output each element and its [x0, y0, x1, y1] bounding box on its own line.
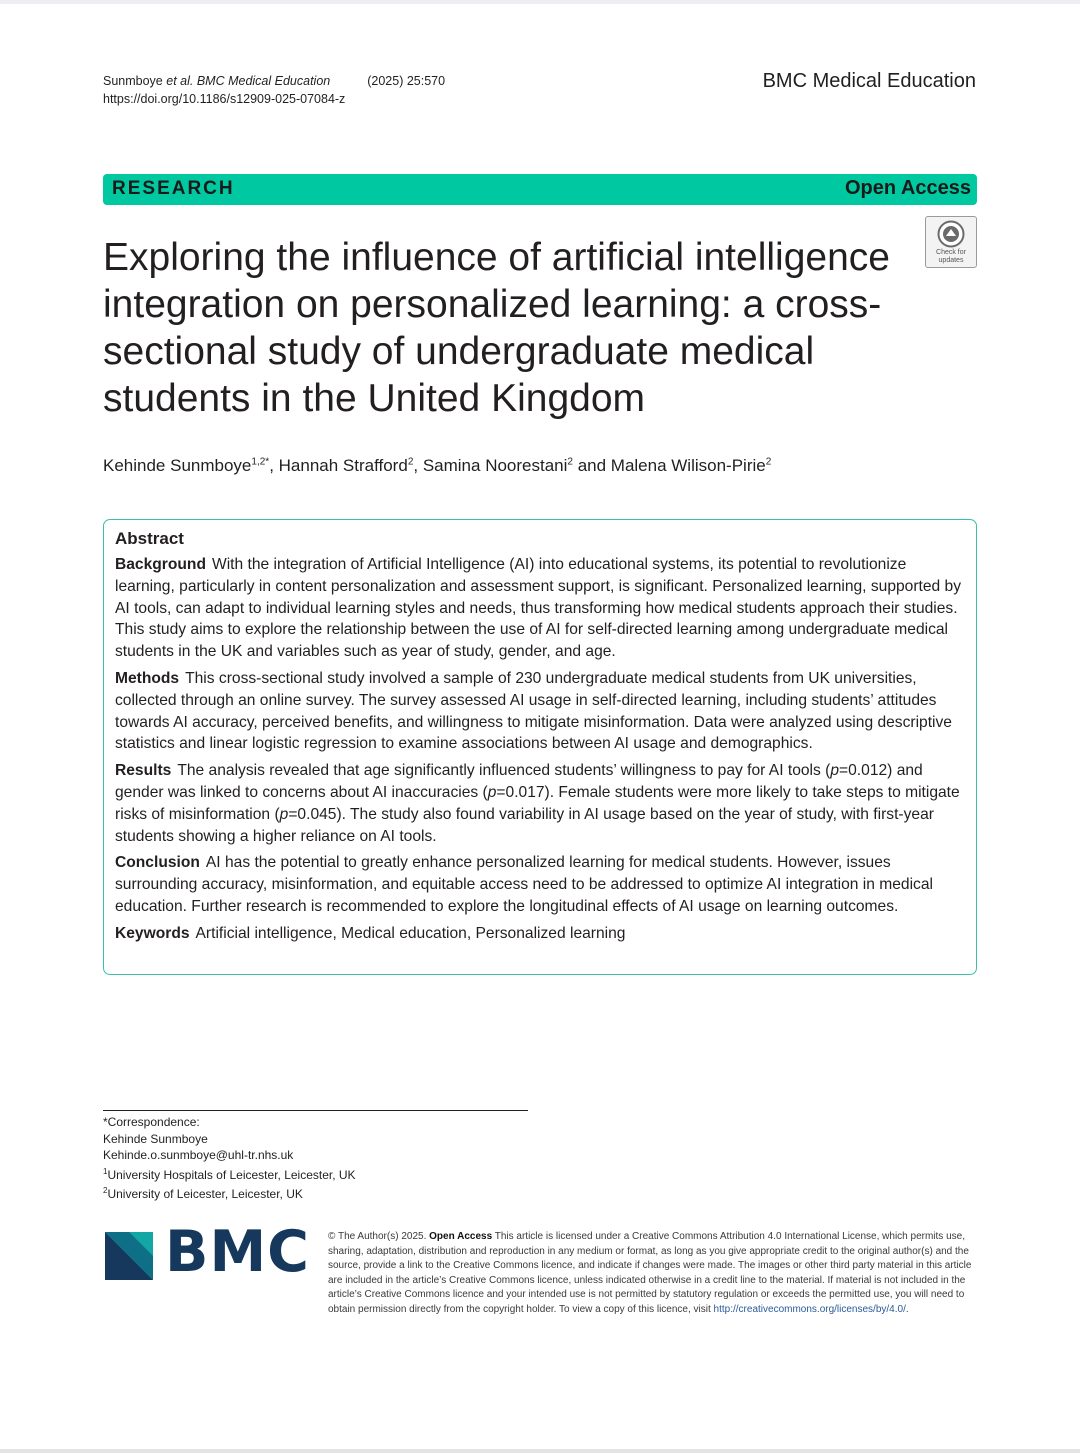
author-name[interactable]: Kehinde Sunmboye [103, 456, 252, 475]
abstract-box [103, 519, 977, 975]
article-title: Exploring the influence of artificial intelligence integration on personalized learning: a cross-sectional study of undergraduate medical students in the United Kingdom [103, 236, 890, 420]
abstract-keywords [115, 923, 967, 945]
background-text: With the integration of Artificial Intelligence (AI) into educational systems, its potential to revolutionize learning, particularly in content personalization and assessment support, is significant. Personalized learning, supported by AI tools, can adapt to individual learning styles and needs, thus transforming how medical students approach their studies. This study aims to explore the relationship between the use of AI for self-directed learning among undergraduate medical students in the UK and variables such as year of study, gender, and age. [115, 556, 962, 661]
abstract-background [115, 554, 967, 663]
author-name[interactable]: Malena Wilison-Pirie [610, 456, 766, 475]
abstract-methods [115, 668, 967, 755]
correspondence-block [103, 1114, 356, 1203]
check-for-updates-icon [937, 220, 965, 248]
keywords-label: Keywords [115, 924, 190, 942]
citation-author: Sunmboye [103, 74, 163, 88]
check-updates-label: Check for [936, 249, 966, 256]
check-for-updates-button[interactable] [925, 216, 977, 268]
conclusion-label: Conclusion [115, 854, 200, 872]
author-affiliation: 2 [407, 456, 414, 468]
doi-link[interactable]: https://doi.org/10.1186/s12909-025-07084-z [103, 92, 346, 106]
background-label: Background [115, 556, 206, 573]
page-top-edge [0, 0, 1080, 4]
methods-label: Methods [115, 669, 180, 687]
license-body: This article is licensed under a Creative Commons Attribution 4.0 International License, which permits use, sharing, adaptation, distribution and reproduction in any medium or format, as long as you give appropriate credit to the original author(s) and the source, provide a link to the Creative Commons licence, and indicate if changes were made. The images or other third party material in this article are included in the article’s Creative Commons licence, unless indicated otherwise in a credit line to the material. If material is not included in the article’s Creative Commons licence and your intended use is not permitted by statutory regulation or exceeds the permitted use, you will need to obtain permission directly from the copyright holder. To view a copy of this licence, visit [328, 1231, 972, 1315]
citation-line [103, 72, 445, 90]
methods-text: This cross-sectional study involved a sample of 230 undergraduate medical students from UK universities, collected through an online survey. The survey assessed AI usage in self-directed learning, including students’ attitudes towards AI accuracy, perceived benefits, and willingness to mitigate misinformation. Data were analyzed using descriptive statistics and linear logistic regression to examine associations between AI usage and demographics. [115, 669, 952, 753]
conclusion-text: AI has the potential to greatly enhance personalized learning for medical students. However, issues surrounding accuracy, misinformation, and equitable access need to be addressed to optimize AI integration in medical education. Further research is recommended to explore the longitudinal effects of AI usage on learning outcomes. [115, 854, 933, 915]
correspondence-email[interactable]: Kehinde.o.sunmboye@uhl-tr.nhs.uk [103, 1148, 294, 1162]
author-name[interactable]: Hannah Strafford [278, 456, 408, 475]
copyright: © The Author(s) 2025. [328, 1231, 427, 1242]
affiliation-2: $^2$University of Leicester, Leicester, UK [103, 1186, 303, 1201]
license-open-access: Open Access [429, 1231, 493, 1242]
citation-year-volume: (2025) 25:570 [367, 74, 446, 88]
author-affiliation: 2 [567, 456, 573, 468]
keywords-text: Artificial intelligence, Medical education, Personalized learning [195, 924, 626, 942]
license-link[interactable]: http://creativecommons.org/licenses/by/4.0/ [713, 1303, 906, 1315]
citation-et-al: et al. [166, 74, 194, 88]
bmc-logo [105, 1219, 310, 1285]
author-name[interactable]: Samina Noorestani [422, 456, 568, 475]
check-updates-label-2: updates [938, 257, 964, 264]
citation-block [103, 72, 445, 108]
correspondence-name: Kehinde Sunmboye [103, 1131, 208, 1146]
footnote-divider [103, 1110, 528, 1111]
author-affiliation: 2 [765, 456, 772, 468]
affiliation-1: $^1$University Hospitals of Leicester, Leicester, UK [103, 1166, 356, 1182]
article-type-banner [103, 174, 977, 205]
abstract-results: Results The analysis revealed that age significantly influenced students’ willingness to pay for AI tools (p=0.012) and gender was linked to concerns about AI inaccuracies (p=0.017). Female students were more likely to take steps to mitigate risks of misinformation (p=0.045). The study also found variability in AI usage based on the year of study, with first-year students showing a higher reliance on AI tools. [115, 762, 960, 845]
bmc-logo-mark-icon [105, 1232, 153, 1280]
results-label: Results [115, 762, 172, 780]
bmc-logo-text: BMC [165, 1219, 310, 1285]
abstract-conclusion [115, 852, 967, 917]
correspondence-label: *Correspondence: [103, 1115, 200, 1129]
license-text: © The Author(s) 2025. Open Access This article is licensed under a Creative Commons Attribution 4.0 International License, which permits use, sharing, adaptation, distribution and reproduction in any medium or format, as long as you give appropriate credit to the original author(s) and the source, provide a link to the Creative Commons licence, and indicate if changes were made. The images or other third party material in this article are included in the article’s Creative Commons licence, unless indicated otherwise in a credit line to the material. If material is not included in the article’s Creative Commons licence and your intended use is not permitted by statutory regulation or exceeds the permitted use, you will need to obtain permission directly from the copyright holder. To view a copy of this licence, visit http://creativecommons.org/licenses/by/4.0/. [328, 1231, 972, 1315]
journal-name: BMC Medical Education [762, 70, 976, 92]
citation-journal: BMC Medical Education [196, 74, 331, 88]
article-type: RESEARCH [112, 178, 235, 199]
page-bottom-edge [0, 1449, 1080, 1453]
abstract-heading: Abstract [115, 529, 184, 548]
author-list: Kehinde Sunmboye$^{1,2*}$, Hannah Strafford$^2$, Samina Noorestani$^2$ and Malena Wilison-Pirie$^2$ [103, 456, 772, 475]
author-affiliation: 1,2* [251, 456, 270, 468]
open-access-label: Open Access [845, 177, 971, 199]
